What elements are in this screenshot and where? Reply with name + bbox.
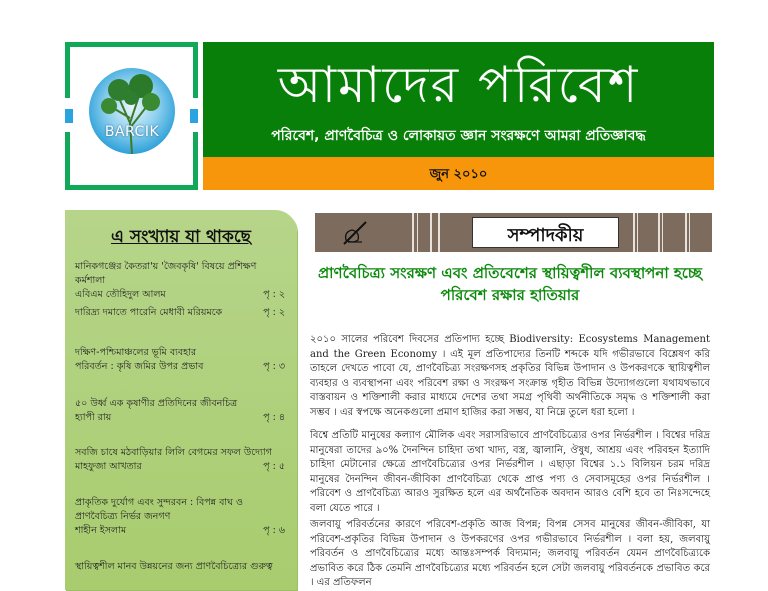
editorial-banner — [315, 213, 712, 252]
toc-item[interactable] — [75, 346, 285, 374]
issue-date-bar — [203, 157, 714, 190]
banner-stripe — [689, 213, 690, 252]
banner-stripe — [658, 213, 660, 252]
banner-stripe — [430, 213, 432, 252]
newsletter-tagline: পরিবেশ, প্রাণবৈচিত্র ও লোকায়ত জ্ঞান সংরক্ষণে আমরা প্রতিজ্ঞাবদ্ধ — [271, 128, 646, 144]
toc-item-page: পৃ : ৪ — [263, 412, 285, 423]
toc-item[interactable] — [75, 496, 285, 538]
toc-item[interactable] — [75, 446, 285, 474]
banner-stripe — [438, 213, 440, 252]
toc-item-page: পৃ : ২ — [263, 289, 285, 300]
globe-tree-icon — [89, 68, 175, 154]
logo-text: BARCIK — [104, 124, 160, 140]
toc-item-author: শাহীন ইসলাম — [75, 525, 127, 536]
toc-item-title: সবজি চাষে মঠবাড়িয়ার লিলি বেগমের সফল উদ্যোগ — [75, 447, 272, 458]
banner-stripe — [412, 213, 414, 252]
toc-item-page: পৃ : ২ — [263, 307, 285, 318]
logo-tick-left — [65, 109, 73, 123]
banner-stripe — [637, 213, 638, 252]
toc-item[interactable] — [75, 306, 285, 320]
newsletter-title: আমাদের পরিবেশ — [277, 56, 640, 114]
banner-stripe — [662, 213, 663, 252]
toc-item-title: দক্ষিণ-পশ্চিমাঞ্চলের ভূমি ব্যবহার পরিবর্তন : কৃষি জমির উপর প্রভাব — [75, 347, 204, 372]
banner-stripe — [685, 213, 687, 252]
toc-item[interactable] — [75, 397, 285, 425]
toc-item-author: মাহফুজা আখতার — [75, 461, 142, 472]
toc-item-title: দারিদ্র্য দমাতে পারেনি মেধাবী মরিয়মকে — [75, 307, 223, 318]
editorial-headline: প্রাণবৈচিত্র্য সংরক্ষণ এবং প্রতিবেশের স্থায়িত্বশীল ব্যবস্থাপনা হচ্ছে পরিবেশ রক্ষার হাতিয়ার — [317, 264, 703, 304]
toc-item-title: মানিকগঞ্জের কৈতরা'য় 'জৈবকৃষি' বিষয়ে প্রশিক্ষণ কর্মশালা — [75, 261, 257, 286]
editorial-label-box — [472, 217, 619, 248]
banner-stripe — [417, 213, 418, 252]
logo-tick-right — [190, 109, 198, 123]
toc-item-title: প্রাকৃতিক দুর্যোগ এবং সুন্দরবন : বিপন্ন বাঘ ও প্রাণবৈচিত্র্য নির্ভর জনগণ — [75, 497, 244, 522]
issue-date: জুন ২০১০ — [429, 167, 488, 182]
toc-item-author: এবিএম তৌহিদুল আলম — [75, 289, 166, 300]
toc-title: এ সংখ্যায় যা থাকছে — [111, 227, 251, 247]
pen-writing-icon — [340, 220, 370, 246]
editorial-paragraph: জলবায়ু পরিবর্তনের কারণে পরিবেশ-প্রকৃতি আজ বিপন্ন; বিপন্ন সেসব মানুষের জীবন-জীবিকা, যা পরিবেশ-প্রকৃতির বিভিন্ন উপাদান ও উপকরণের ওপর গভীরভাবে নির্ভরশীল । বলা হয়, জলবায়ু পরিবর্তন ও প্রাণবৈচিত্র্যের মধ্যে আন্তঃসম্পর্ক বিদ্যমান; জলবায়ু পরিবর্তন যেমন প্রাণবৈচিত্র্যকে প্রভাবিত করে ঠিক তেমনি প্রাণবৈচিত্র্যের মধ্যে পরিবর্তন হলে সেটা জলবায়ু পরিবর্তনকে প্রভাবিত করে । এর প্রতিফলন — [310, 519, 710, 589]
toc-item-title: স্থায়িত্বশীল মানব উন্নয়নের জন্য প্রাণবৈচিত্র্যের গুরুত্ব — [75, 561, 273, 572]
masthead-banner — [203, 42, 714, 157]
toc-item-author: হ্যাপী রায় — [75, 412, 112, 423]
toc-item-title: ৫০ উর্ধ্ব এক কৃষাণীর প্রতিদিনের জীবনচিত্র — [75, 398, 238, 409]
tree-icon — [89, 68, 175, 154]
toc-item-page: পৃ : ৩ — [263, 361, 285, 372]
banner-stripe — [633, 213, 635, 252]
toc-item[interactable] — [75, 260, 285, 302]
editorial-paragraph: বিশ্বে প্রতিটি মানুষের কল্যাণ মৌলিক এবং সরাসরিভাবে প্রাণবৈচিত্র্যের ওপর নির্ভরশীল । বিশ্বের দরিদ্র মানুষেরা তাদের ৯০% দৈনন্দিন চাহিদা তথা খাদ্য, বস্ত্র, জ্বালানি, ঔষুধ, আশ্রয় এবং পরিবহন ইত্যাদি চাহিদা মেটানোর ক্ষেত্রে প্রাণবৈচিত্র্যের ওপর নির্ভরশীল । এছাড়া বিশ্বের ১.১ বিলিয়ন চরম দরিদ্র মানুষের দৈনন্দিন জীবন-জীবিকা প্রাণবৈচিত্র্য থেকে প্রাপ্ত পণ্য ও সেবাসমূহের ওপর নির্ভরশীল । পরিবেশ ও প্রাণবৈচিত্র্য আরও সুরক্ষিত হলে এর অর্থনৈতিক অবদান আরও বেশি হবে তা নিঃসন্দেহে বলা যেতে পারে । — [310, 430, 710, 514]
toc-item-page: পৃ : ৬ — [263, 525, 285, 536]
table-of-contents — [65, 210, 297, 590]
editorial-label: সম্পাদকীয় — [507, 225, 584, 246]
toc-item-page: পৃ : ৫ — [263, 461, 285, 472]
barcik-logo — [65, 42, 198, 190]
editorial-paragraph: ২০১০ সালের পরিবেশ দিবসের প্রতিপাদ্য হচ্ছে Biodiversity: Ecosystems Management and the Green Economy । এই মূল প্রতিপাদ্যের তিনটি শব্দকে যদি গভীরভাবে বিশ্লেষণ করি তাহলে দেখতে পাবো যে, প্রাণবৈচিত্র্য সংরক্ষণসহ প্রকৃতির বিভিন্ন উপাদান ও উপকরণকে স্থায়িত্বশীল ব্যবহার ও ব্যবস্থাপনা এবং পরিবেশ রক্ষা ও সংরক্ষণ সংক্রান্ত গৃহীত বিভিন্ন উদ্যোগগুলো যথাযথভাবে বাস্তবায়ন ও শক্তিশালী করার মাধ্যমে দেশের তথা সমগ্র পৃথিবী অর্থনীতিকে সমৃদ্ধ ও শক্তিশালী করা সম্ভব । এর স্বপক্ষে অনেকগুলো প্রমাণ হাজির করা সম্ভব, যা নিম্নে তুলে ধরা হলো । — [310, 334, 710, 418]
toc-item[interactable] — [75, 560, 285, 574]
